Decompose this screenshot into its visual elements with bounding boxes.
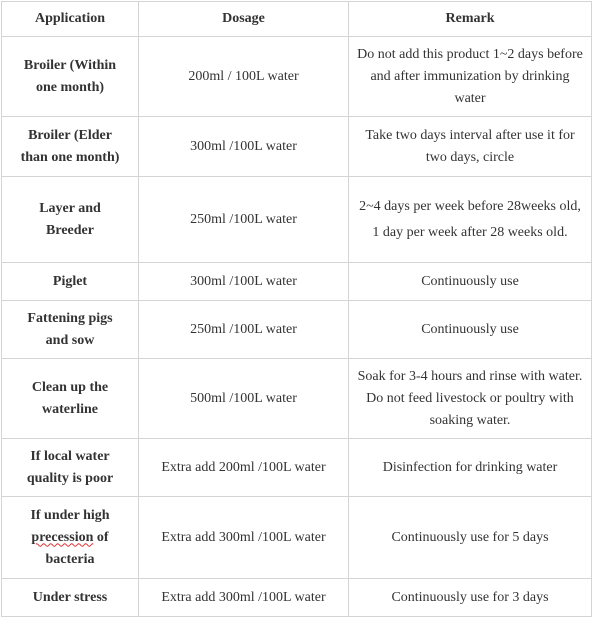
remark-text: Continuously use bbox=[421, 321, 519, 337]
application-cell bbox=[2, 359, 139, 439]
application-line: waterline bbox=[42, 401, 98, 417]
remark-text: Continuously use for 3 days bbox=[391, 589, 549, 605]
application-line: If local water bbox=[30, 448, 110, 464]
application-line: Fattening pigs bbox=[27, 310, 113, 326]
application-line: precession of bbox=[31, 529, 109, 545]
table-row bbox=[2, 37, 592, 117]
application-line: bacteria bbox=[45, 551, 95, 567]
application-line: and sow bbox=[45, 332, 95, 348]
application-line: Clean up the bbox=[31, 379, 109, 395]
remark-cell bbox=[349, 177, 592, 263]
dosage-cell: 250ml /100L water bbox=[139, 177, 349, 263]
application-line: Layer and bbox=[39, 200, 101, 216]
header-dosage: Dosage bbox=[139, 2, 349, 37]
remark-cell bbox=[349, 301, 592, 359]
application-cell bbox=[2, 579, 139, 617]
table-row bbox=[2, 439, 592, 497]
remark-cell bbox=[349, 359, 592, 439]
remark-text: 2~4 days per week before 28weeks old, bbox=[359, 198, 581, 214]
remark-cell bbox=[349, 579, 592, 617]
application-cell bbox=[2, 263, 139, 301]
application-line: Broiler (Elder bbox=[28, 127, 112, 143]
dosage-table bbox=[1, 1, 592, 617]
remark-cell bbox=[349, 117, 592, 177]
application-line: If under high bbox=[30, 507, 110, 523]
application-line: Broiler (Within bbox=[23, 57, 117, 73]
header-remark: Remark bbox=[349, 2, 592, 37]
table-row bbox=[2, 579, 592, 617]
application-cell bbox=[2, 497, 139, 579]
remark-cell bbox=[349, 497, 592, 579]
remark-text: Disinfection for drinking water bbox=[382, 459, 558, 475]
application-cell bbox=[2, 37, 139, 117]
remark-text: Take two days interval after use it for two days, circle bbox=[365, 127, 575, 165]
table-row bbox=[2, 359, 592, 439]
application-line: Breeder bbox=[46, 222, 94, 238]
remark-cell bbox=[349, 263, 592, 301]
table-row bbox=[2, 497, 592, 579]
header-row bbox=[2, 2, 592, 37]
table-row bbox=[2, 263, 592, 301]
application-cell bbox=[2, 439, 139, 497]
dosage-cell: Extra add 200ml /100L water bbox=[139, 439, 349, 497]
remark-text: Continuously use for 5 days bbox=[391, 529, 549, 545]
remark-text: 1 day per week after 28 weeks old. bbox=[372, 224, 568, 240]
dosage-cell: 300ml /100L water bbox=[139, 263, 349, 301]
header-application: Application bbox=[2, 2, 139, 37]
application-line: Under stress bbox=[32, 589, 108, 605]
application-line: Piglet bbox=[52, 273, 88, 289]
spellcheck-underline: precession bbox=[31, 529, 94, 545]
application-cell bbox=[2, 177, 139, 263]
table-row bbox=[2, 117, 592, 177]
table-row bbox=[2, 177, 592, 263]
dosage-cell: 250ml /100L water bbox=[139, 301, 349, 359]
remark-cell bbox=[349, 439, 592, 497]
application-line: than one month) bbox=[20, 149, 120, 165]
application-line: quality is poor bbox=[26, 470, 114, 486]
dosage-cell: 200ml / 100L water bbox=[139, 37, 349, 117]
remark-cell bbox=[349, 37, 592, 117]
table-body bbox=[2, 37, 592, 617]
application-line: one month) bbox=[35, 79, 105, 95]
dosage-cell: Extra add 300ml /100L water bbox=[139, 497, 349, 579]
table-header bbox=[2, 2, 592, 37]
table-row bbox=[2, 301, 592, 359]
application-cell bbox=[2, 117, 139, 177]
remark-text: Soak for 3-4 hours and rinse with water. Do not feed livestock or poultry with soaking water. bbox=[357, 368, 583, 428]
dosage-cell: Extra add 300ml /100L water bbox=[139, 579, 349, 617]
dosage-cell: 500ml /100L water bbox=[139, 359, 349, 439]
remark-text: Continuously use bbox=[421, 273, 519, 289]
remark-text: Do not add this product 1~2 days before and after immunization by drinking water bbox=[357, 46, 583, 106]
application-cell bbox=[2, 301, 139, 359]
dosage-cell: 300ml /100L water bbox=[139, 117, 349, 177]
